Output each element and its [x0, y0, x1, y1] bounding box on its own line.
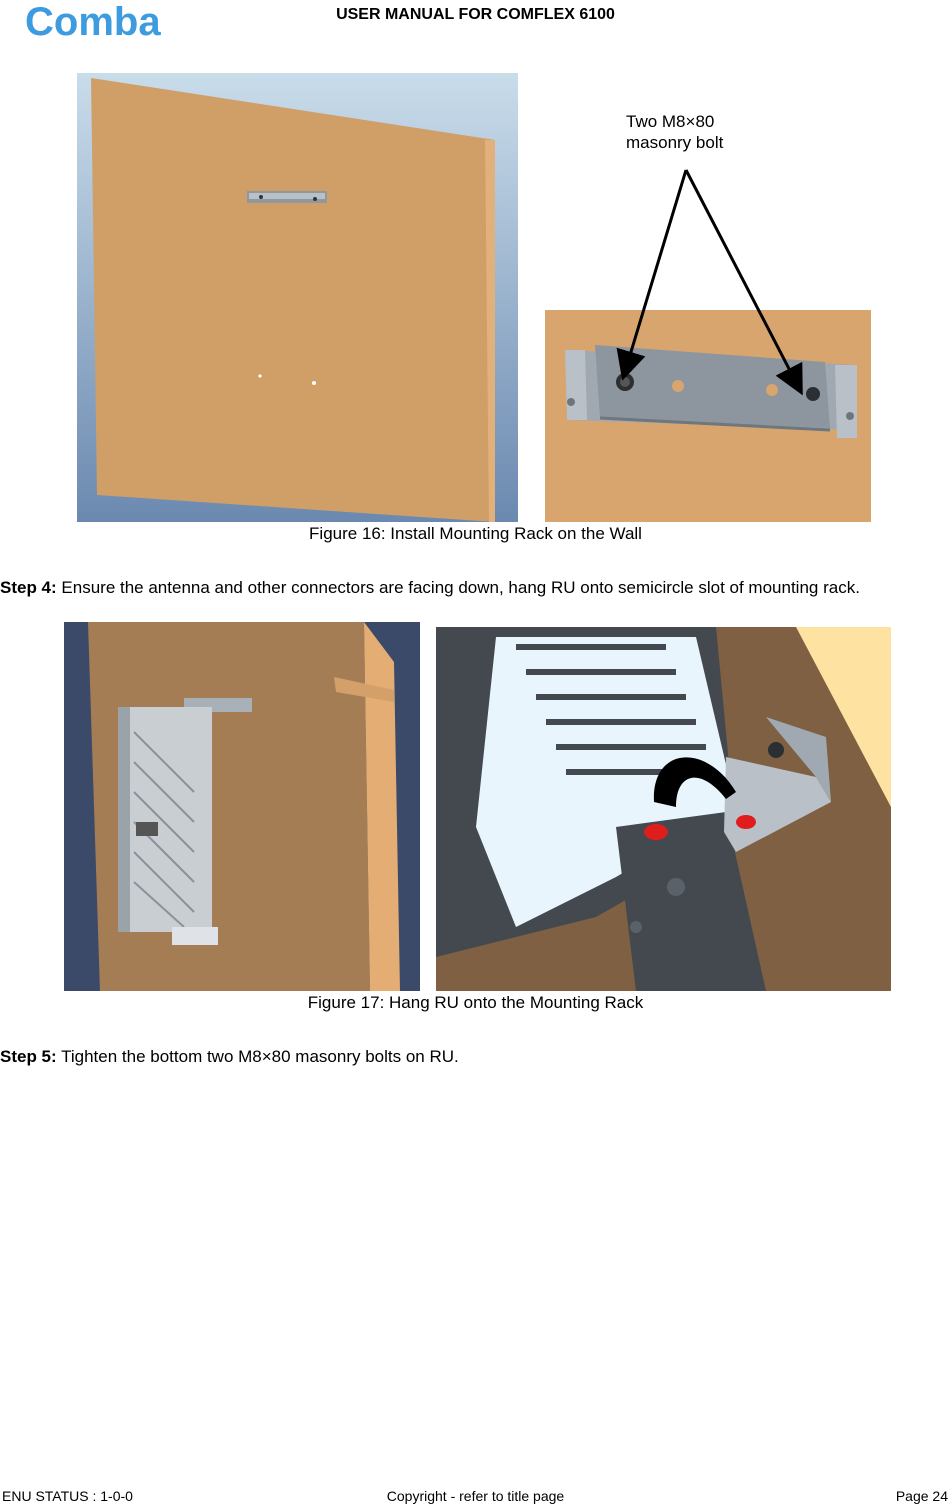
callout-line-2: masonry bolt	[626, 133, 724, 152]
bolt-callout	[626, 111, 786, 153]
logo-text: Comba	[25, 2, 161, 42]
step5-text: Tighten the bottom two M8×80 masonry bolts on RU.	[56, 1047, 459, 1066]
figure17-ru-on-wall	[64, 622, 420, 991]
step4-label: Step 4:	[0, 578, 57, 597]
document-title: USER MANUAL FOR COMFLEX 6100	[336, 6, 615, 23]
footer-copyright: Copyright - refer to title page	[386, 1488, 565, 1504]
footer-status: ENU STATUS : 1-0-0	[2, 1488, 133, 1504]
callout-arrows	[0, 0, 951, 540]
figure17-hanging-closeup	[436, 627, 891, 991]
callout-line-1: Two M8×80	[626, 112, 715, 131]
step5-paragraph	[0, 1047, 940, 1067]
step5-label: Step 5:	[0, 1047, 57, 1066]
footer-page-number: Page 24	[895, 1488, 948, 1504]
figure16-caption: Figure 16: Install Mounting Rack on the Wall	[309, 524, 642, 543]
step4-text: Ensure the antenna and other connectors are facing down, hang RU onto semicircle slot of mounting rack.	[56, 578, 860, 597]
figure17-caption: Figure 17: Hang RU onto the Mounting Rack	[307, 993, 644, 1012]
step4-paragraph	[0, 578, 940, 598]
